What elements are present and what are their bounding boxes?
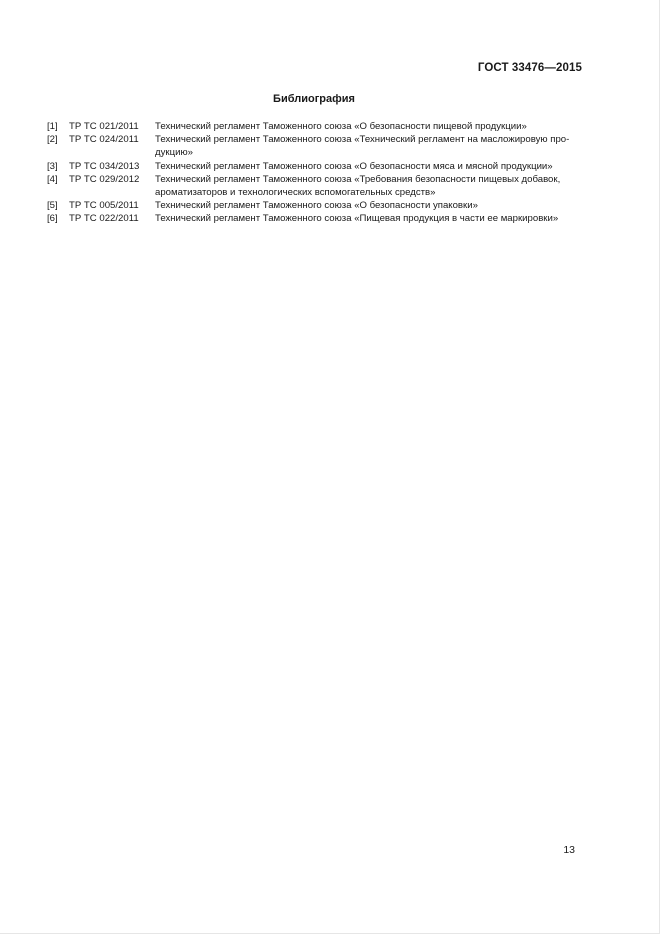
entry-regulation-code: ТР ТС 005/2011 xyxy=(69,200,139,212)
bibliography-list xyxy=(47,120,587,226)
entry-number: [3] xyxy=(47,160,58,172)
entry-title: Технический регламент Таможенного союза «Требования безопасности пищевых добавок, ароматизаторов и технологических вспомогательных средств» xyxy=(155,173,561,199)
bibliography-entry xyxy=(47,160,587,173)
page-number: 13 xyxy=(563,844,575,856)
bibliography-entry xyxy=(47,173,587,199)
bibliography-title: Библиография xyxy=(273,93,355,105)
entry-title: Технический регламент Таможенного союза «О безопасности мяса и мясной продукции» xyxy=(155,160,553,172)
entry-title: Технический регламент Таможенного союза «Технический регламент на масложировую про-дукцию» xyxy=(155,134,570,159)
entry-number: [5] xyxy=(47,200,58,212)
entry-regulation-code: ТР ТС 022/2011 xyxy=(69,213,139,225)
entry-number: [2] xyxy=(47,134,58,146)
entry-regulation-code: ТР ТС 029/2012 xyxy=(69,173,140,185)
bibliography-entry xyxy=(47,120,587,133)
entry-title: Технический регламент Таможенного союза «О безопасности упаковки» xyxy=(155,200,478,212)
bibliography-entry xyxy=(47,212,587,225)
entry-number: [1] xyxy=(47,121,58,132)
entry-number: [6] xyxy=(47,213,58,225)
entry-number: [4] xyxy=(47,173,58,185)
entry-regulation-code: ТР ТС 021/2011 xyxy=(69,121,139,132)
entry-regulation-code: ТР ТС 034/2013 xyxy=(69,160,140,172)
document-code: ГОСТ 33476—2015 xyxy=(477,62,582,74)
entry-title: Технический регламент Таможенного союза «Пищевая продукция в части ее маркировки» xyxy=(155,213,559,225)
entry-title: Технический регламент Таможенного союза «О безопасности пищевой продукции» xyxy=(155,121,527,132)
bibliography-entry xyxy=(47,133,587,159)
bibliography-entry xyxy=(47,199,587,212)
entry-regulation-code: ТР ТС 024/2011 xyxy=(69,134,139,146)
